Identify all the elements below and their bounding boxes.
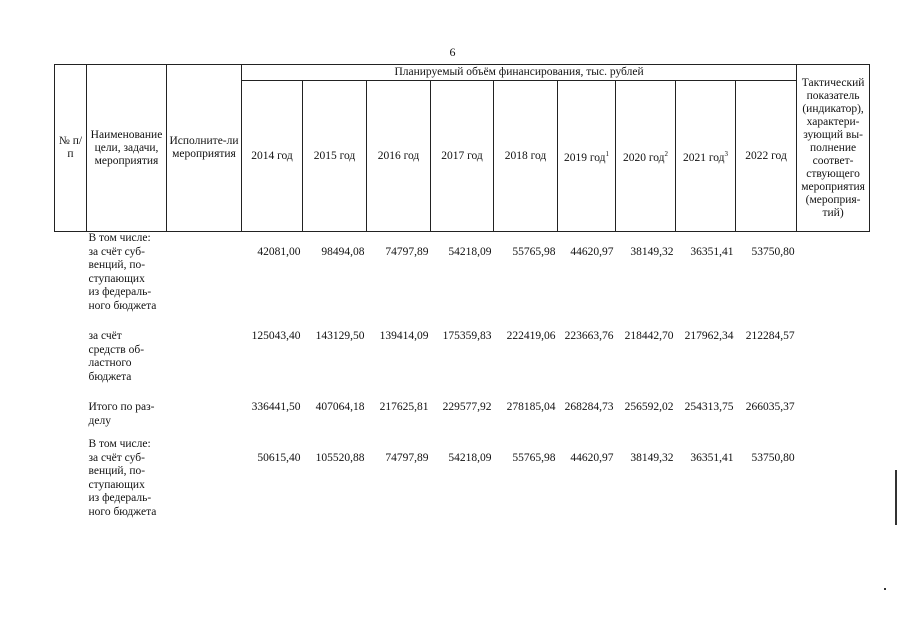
table-body: [55, 232, 870, 520]
value-cell: 278185,04: [506, 401, 556, 413]
value-cell: 54218,09: [448, 245, 492, 258]
header-year: 2017 год: [431, 81, 494, 232]
value-cell: 42081,00: [257, 245, 301, 258]
value-cell: 139414,09: [379, 330, 429, 342]
value-cell: 36351,41: [690, 245, 734, 258]
header-year: 2021 год$^3$: [676, 81, 736, 232]
value-cell: 55765,98: [512, 245, 556, 258]
section-label: В том числе:: [88, 232, 151, 244]
table-row: [55, 452, 870, 520]
value-cell: 53750,80: [751, 245, 795, 258]
table-row-section-label: [55, 438, 870, 452]
header-year: 2016 год: [367, 81, 431, 232]
value-cell: 38149,32: [630, 245, 674, 258]
value-cell: 74797,89: [385, 245, 429, 258]
header-year: 2014 год: [242, 81, 303, 232]
section-label: В том числе:: [88, 438, 151, 450]
value-cell: 222419,06: [506, 330, 556, 342]
scan-edge-mark: [895, 470, 897, 525]
header-year: 2015 год: [303, 81, 367, 232]
value-cell: 407064,18: [315, 401, 365, 413]
table-row: [55, 246, 870, 314]
header-name: Наименование цели, задачи, мероприятия: [87, 65, 167, 232]
value-cell: 38149,32: [630, 451, 674, 464]
value-cell: 54218,09: [448, 451, 492, 464]
row-label: за счёт средств об- ластного бюджета: [88, 330, 145, 383]
value-cell: 217625,81: [379, 401, 429, 413]
value-cell: 229577,92: [442, 401, 492, 413]
value-cell: 143129,50: [315, 330, 365, 342]
value-cell: 98494,08: [321, 245, 365, 258]
value-cell: 36351,41: [690, 451, 734, 464]
value-cell: 212284,57: [745, 330, 795, 342]
value-cell: 55765,98: [512, 451, 556, 464]
row-label: за счёт суб- венций, по- ступающих из федераль- ного бюджета: [88, 451, 157, 518]
value-cell: 44620,97: [570, 451, 614, 464]
row-label: Итого по раз- делу: [88, 401, 155, 427]
table-row: [55, 330, 870, 384]
value-cell: 266035,37: [745, 401, 795, 413]
page-number: 6: [449, 45, 456, 59]
header-number: № п/п: [55, 65, 87, 232]
value-cell: 125043,40: [251, 330, 301, 342]
header-year: 2022 год: [736, 81, 797, 232]
value-cell: 336441,50: [251, 401, 301, 413]
header-indicator: Тактический показатель (индикатор), характери-зующий вы-полнение соответ-ствующего мероприятия (мероприя-тий): [797, 65, 870, 232]
value-cell: 74797,89: [385, 451, 429, 464]
value-cell: 50615,40: [257, 451, 301, 464]
value-cell: 53750,80: [751, 451, 795, 464]
header-year: 2019 год$^1$: [558, 81, 616, 232]
value-cell: 218442,70: [624, 330, 674, 342]
table-row-section-label: [55, 232, 870, 246]
value-cell: 105520,88: [315, 451, 365, 464]
header-executor: Исполните-ли мероприятия: [167, 65, 242, 232]
value-cell: 254313,75: [684, 401, 734, 413]
value-cell: 175359,83: [442, 330, 492, 342]
value-cell: 217962,34: [684, 330, 734, 342]
header-planned-financing: Планируемый объём финансирования, тыс. рублей: [242, 65, 797, 81]
row-label: за счёт суб- венций, по- ступающих из федераль- ного бюджета: [88, 245, 157, 312]
value-cell: 223663,76: [564, 330, 614, 342]
financing-table: [54, 64, 870, 519]
header-year: 2018 год: [494, 81, 558, 232]
value-cell: 256592,02: [624, 401, 674, 413]
scan-dot: [884, 588, 886, 590]
value-cell: 268284,73: [564, 401, 614, 413]
value-cell: 44620,97: [570, 245, 614, 258]
table-row: [55, 401, 870, 428]
header-year: 2020 год$^2$: [616, 81, 676, 232]
